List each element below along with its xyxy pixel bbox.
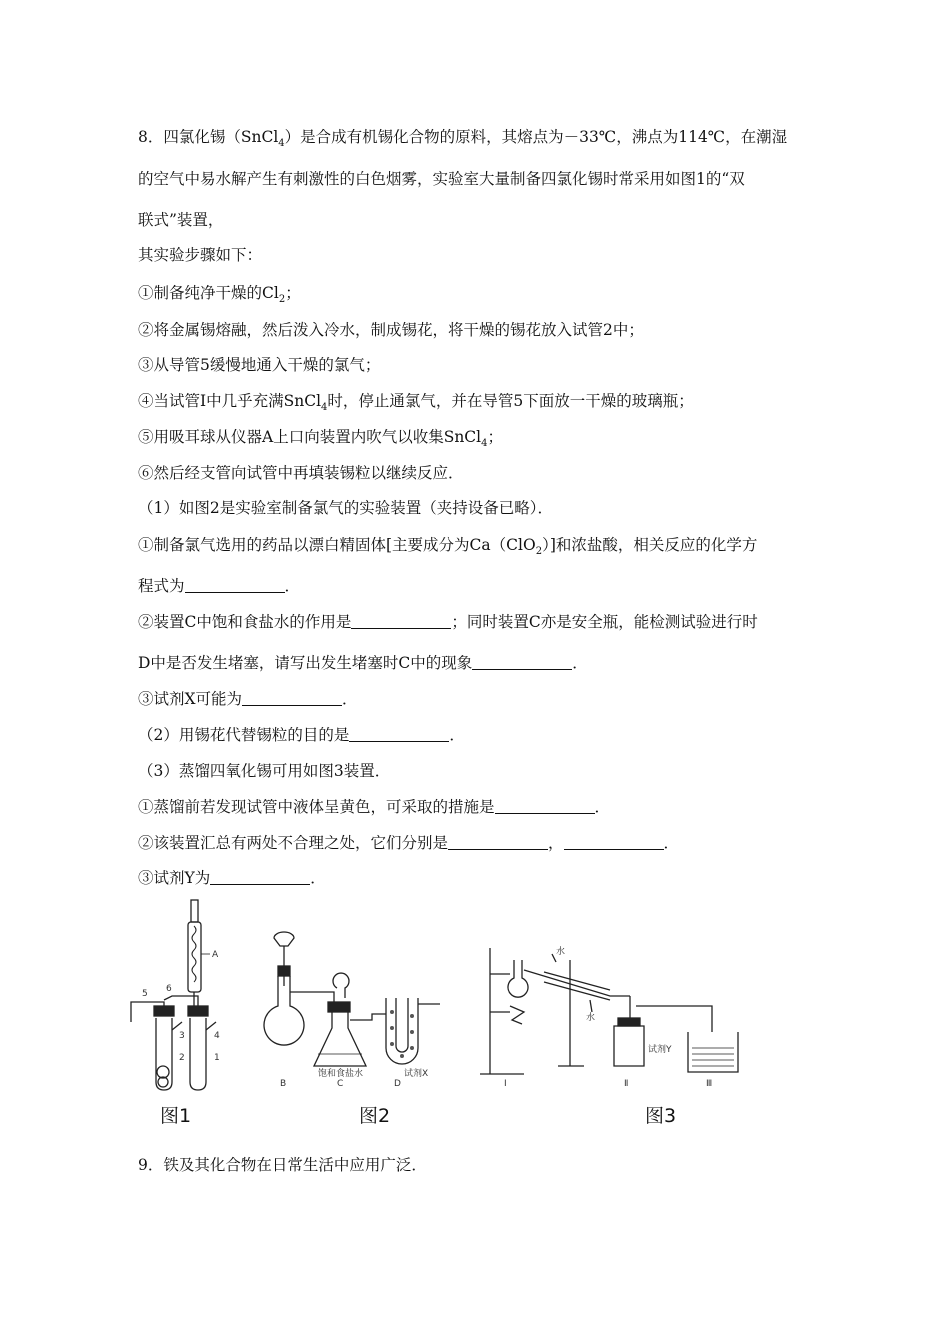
q8-step-4: ④当试管Ⅰ中几乎充满SnCl$_4$时，停止通氯气，并在导管5下面放一干燥的玻璃瓶； xyxy=(138,392,694,414)
fig3-label-water-in: 水 xyxy=(556,947,566,957)
fig3-label-iii: Ⅲ xyxy=(706,1079,713,1089)
answer-blank[interactable] xyxy=(564,834,664,850)
figure-1-diagram xyxy=(128,898,238,1093)
q8-part-1b-line-1: ②装置C中饱和食盐水的作用是 ；同时装置C亦是安全瓶，能检测试验进行时 xyxy=(138,613,758,631)
answer-blank[interactable] xyxy=(351,613,451,629)
fig1-label-5: 5 xyxy=(142,989,148,999)
answer-blank[interactable] xyxy=(185,577,285,593)
q8-steps-intro: 其实验步骤如下： xyxy=(138,246,263,264)
q8-step-5: ⑤用吸耳球从仪器A上口向装置内吹气以收集SnCl$_4$； xyxy=(138,428,504,450)
figure-3-caption: 图3 xyxy=(645,1105,677,1127)
fig3-label-reagent-y: 试剂Y xyxy=(648,1045,672,1055)
fig2-label-c: C xyxy=(337,1079,344,1089)
figure-3-diagram xyxy=(480,940,742,1090)
fig1-label-3: 3 xyxy=(179,1031,185,1041)
answer-blank[interactable] xyxy=(448,834,548,850)
q8-step-6: ⑥然后经支管向试管中再填装锡粒以继续反应． xyxy=(138,464,464,482)
fig2-label-saturated-brine: 饱和食盐水 xyxy=(318,1069,364,1079)
answer-blank[interactable] xyxy=(242,690,342,706)
q8-part-3a: ①蒸馏前若发现试管中液体呈黄色，可采取的措施是 ． xyxy=(138,798,611,816)
fig3-label-water-out: 水 xyxy=(586,1013,596,1023)
fig1-label-2: 2 xyxy=(179,1053,185,1063)
figure-1-caption: 图1 xyxy=(160,1105,192,1127)
q8-part-1c: ③试剂X可能为 ． xyxy=(138,690,358,708)
fig1-label-a: A xyxy=(212,950,219,960)
answer-blank[interactable] xyxy=(472,654,572,670)
fig1-label-6: 6 xyxy=(166,984,172,994)
q8-part-3c: ③试剂Y为 ． xyxy=(138,869,326,887)
figure-2-caption: 图2 xyxy=(359,1105,391,1127)
q8-part-1a-line-2: 程式为 ． xyxy=(138,577,301,595)
q8-part-2: （2）用锡花代替锡粒的目的是 ． xyxy=(138,726,465,744)
figure-2-diagram xyxy=(262,928,452,1093)
q8-part-1a-line-1: ①制备氯气选用的药品以漂白精固体[主要成分为Ca（ClO$_2$）]和浓盐酸，相关反应的化学方 xyxy=(138,536,758,558)
answer-blank[interactable] xyxy=(210,869,310,885)
fig1-label-4: 4 xyxy=(214,1031,220,1041)
q8-part-1: （1）如图2是实验室制备氯气的实验装置（夹持设备已略）． xyxy=(138,499,553,517)
q8-line-2: 的空气中易水解产生有刺激性的白色烟雾，实验室大量制备四氯化锡时常采用如图1的“双 xyxy=(138,170,745,188)
q8-step-2: ②将金属锡熔融，然后泼入冷水，制成锡花，将干燥的锡花放入试管2中； xyxy=(138,321,644,339)
q8-part-3b: ②该装置汇总有两处不合理之处，它们分别是 ， ． xyxy=(138,834,680,852)
fig3-label-i: Ⅰ xyxy=(504,1079,507,1089)
q9-text: 9．铁及其化合物在日常生活中应用广泛． xyxy=(138,1156,427,1174)
q8-part-3: （3）蒸馏四氧化锡可用如图3装置． xyxy=(138,762,391,780)
q8-part-1b-line-2: D中是否发生堵塞，请写出发生堵塞时C中的现象 ． xyxy=(138,654,588,672)
q8-line-1: 8．四氯化锡（SnCl$_4$）是合成有机锡化合物的原料，其熔点为－33℃，沸点为114℃，在潮湿 xyxy=(138,128,788,150)
q8-step-1: ①制备纯净干燥的$Cl_2$； xyxy=(138,284,301,306)
fig2-label-b: B xyxy=(280,1079,287,1089)
fig2-label-d: D xyxy=(394,1079,401,1089)
answer-blank[interactable] xyxy=(349,726,449,742)
fig1-label-1: 1 xyxy=(214,1053,220,1063)
q8-line-3: 联式”装置， xyxy=(138,211,224,229)
q8-step-3: ③从导管5缓慢地通入干燥的氯气； xyxy=(138,356,381,374)
fig2-label-reagent-x: 试剂X xyxy=(404,1069,429,1079)
fig3-label-ii: Ⅱ xyxy=(624,1079,629,1089)
answer-blank[interactable] xyxy=(495,798,595,814)
